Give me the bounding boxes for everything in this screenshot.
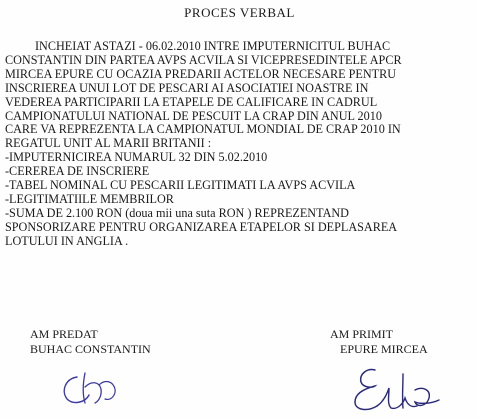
signature-role-left: AM PREDAT [30,327,98,341]
signature-role-right: AM PRIMIT [330,327,394,341]
body-line: INSCRIEREA UNUI LOT DE PESCARI AI ASOCIATIEI NOASTRE IN [5,80,369,95]
document-title: PROCES VERBAL [184,5,295,20]
body-line: VEDEREA PARTICIPARII LA ETAPELE DE CALIFICARE IN CADRUL [5,94,378,109]
signature-name-right: EPURE MIRCEA [340,342,428,356]
list-item-cerere: -CEREREA DE INSCRIERE [5,164,150,179]
body-line: MIRCEA EPURE CU OCAZIA PREDARII ACTELOR NECESARE PENTRU [5,66,397,81]
signature-block-left [30,327,151,357]
body-line: CONSTANTIN DIN PARTEA AVPS ACVILA SI VICEPRESEDINTELE APCR [5,52,402,67]
list-item-imputernicire: -IMPUTERNICIREA NUMARUL 32 DIN 5.02.2010 [5,150,268,165]
list-item-tabel: -TABEL NOMINAL CU PESCARII LEGITIMATI LA AVPS ACVILA [5,178,356,193]
body-line: REGATUL UNIT AL MARII BRITANII : [5,136,212,151]
document-body [5,40,477,249]
handwritten-signature-left [55,365,125,410]
list-item-legitimatii: -LEGITIMATIILE MEMBRILOR [5,191,174,206]
signature-name-left: BUHAC CONSTANTIN [30,342,151,356]
signature-block-right [330,327,428,357]
body-line: CARE VA REPREZENTA LA CAMPIONATUL MONDIAL DE CRAP 2010 IN [5,122,401,137]
list-item-suma: -SUMA DE 2.100 RON (doua mii una suta RON ) REPREZENTAND [5,205,349,220]
body-line: LOTULUI IN ANGLIA . [5,233,129,248]
body-line: INCHEIAT ASTAZI - 06.02.2010 INTRE IMPUTERNICITUL BUHAC [35,39,391,53]
body-line: CAMPIONATULUI NATIONAL DE PESCUIT LA CRAP DIN ANUL 2010 [5,108,382,123]
handwritten-signature-right [345,360,445,415]
body-line: SPONSORIZARE PENTRU ORGANIZAREA ETAPELOR SI DEPLASAREA [5,219,398,234]
